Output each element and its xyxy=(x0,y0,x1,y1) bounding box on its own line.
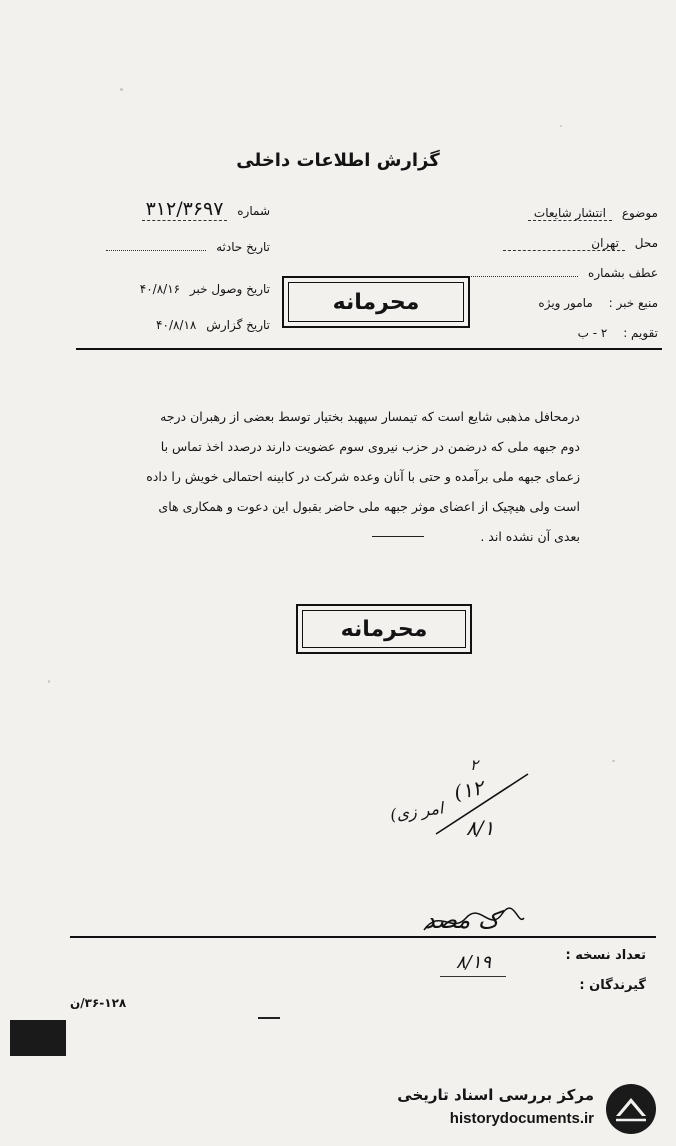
location-label: محل xyxy=(634,236,658,250)
stamp-frame xyxy=(288,282,464,322)
watermark-logo xyxy=(397,1080,666,1138)
header-divider xyxy=(76,348,662,350)
body-line: بعدی آن نشده اند . xyxy=(480,529,580,544)
subject-label: موضوع xyxy=(621,206,658,220)
number-field xyxy=(142,198,270,221)
source-value: مامور ویژه xyxy=(538,296,593,310)
rating-value: ۲ - ب xyxy=(577,326,608,340)
subject-value: انتشار شایعات xyxy=(528,206,612,221)
source-field xyxy=(532,296,658,310)
report-date-field xyxy=(156,318,270,332)
end-line xyxy=(372,536,424,537)
confidential-stamp-middle xyxy=(296,604,472,654)
stamp-frame xyxy=(302,610,466,648)
receipt-date-label: تاریخ وصول خبر xyxy=(189,282,270,296)
body-line: است ولی هیچیک از اعضای موثر جبهه ملی حاضر بقبول این دعوت و همکاری های xyxy=(158,499,580,514)
body-line: زعمای جبهه ملی برآمده و حتی با آنان وعده شرکت در کابینه احتمالی خویش را داده xyxy=(146,469,580,484)
handwritten-note-top: ۲ xyxy=(470,756,479,774)
stamp-text: محرمانه xyxy=(332,289,420,315)
handwritten-note-mid: (۱۲ xyxy=(451,775,486,805)
body-line: دوم جبهه ملی که درضمن در حزب نیروی سوم عضویت دارند درصدد اخذ تماس با xyxy=(160,439,580,454)
handwritten-date: ۸/۱۹ xyxy=(456,952,492,973)
scan-speck xyxy=(612,760,615,762)
reference-field xyxy=(446,266,658,280)
scan-speck xyxy=(120,88,123,91)
number-value: ۳۱۲/۳۶۹۷ xyxy=(142,198,228,221)
handwritten-note-bottom: ۸/۱ xyxy=(466,816,495,840)
report-date-value: ۴۰/۸/۱۸ xyxy=(156,318,197,332)
handwritten-note-left: (امر زی xyxy=(388,798,445,825)
recipients-field: گیرندگان : xyxy=(579,978,646,993)
incident-date-blank xyxy=(106,250,206,251)
receipt-date-field xyxy=(140,282,270,296)
report-body xyxy=(98,402,580,552)
number-label: شماره xyxy=(237,204,270,218)
rating-field xyxy=(561,326,658,340)
date-underline xyxy=(440,976,506,977)
scan-speck xyxy=(560,125,562,127)
watermark-name: مرکز بررسی اسناد تاریخی xyxy=(397,1086,594,1104)
book-emblem-icon xyxy=(604,1082,658,1136)
incident-date-field xyxy=(106,240,270,254)
scan-dash-mark xyxy=(258,1017,280,1019)
body-line: درمحافل مذهبی شایع است که تیمسار سپهبد بختیار توسط بعضی از رهبران درجه xyxy=(160,409,580,424)
rating-label: تقویم : xyxy=(623,326,658,340)
location-value: تهران xyxy=(503,236,625,251)
source-label: منبع خبر : xyxy=(608,296,658,310)
footer-divider xyxy=(70,936,656,938)
scan-speck xyxy=(48,680,50,683)
location-field xyxy=(503,236,658,251)
receipt-date-value: ۴۰/۸/۱۶ xyxy=(139,282,181,296)
scan-artifact-block xyxy=(10,1020,66,1056)
report-date-label: تاریخ گزارش xyxy=(206,318,270,332)
document-title: گزارش اطلاعات داخلی xyxy=(236,150,440,171)
incident-date-label: تاریخ حادثه xyxy=(216,240,270,254)
archive-code: ۳۶-۱۲۸/ن xyxy=(70,996,127,1010)
subject-field xyxy=(528,206,658,221)
signature: ک مصد xyxy=(424,906,500,934)
stamp-text: محرمانه xyxy=(340,616,428,642)
watermark-url: historydocuments.ir xyxy=(449,1110,594,1127)
reference-label: عطف بشماره xyxy=(588,266,658,280)
copies-field: تعداد نسخه : xyxy=(565,948,646,963)
confidential-stamp-top xyxy=(282,276,470,328)
